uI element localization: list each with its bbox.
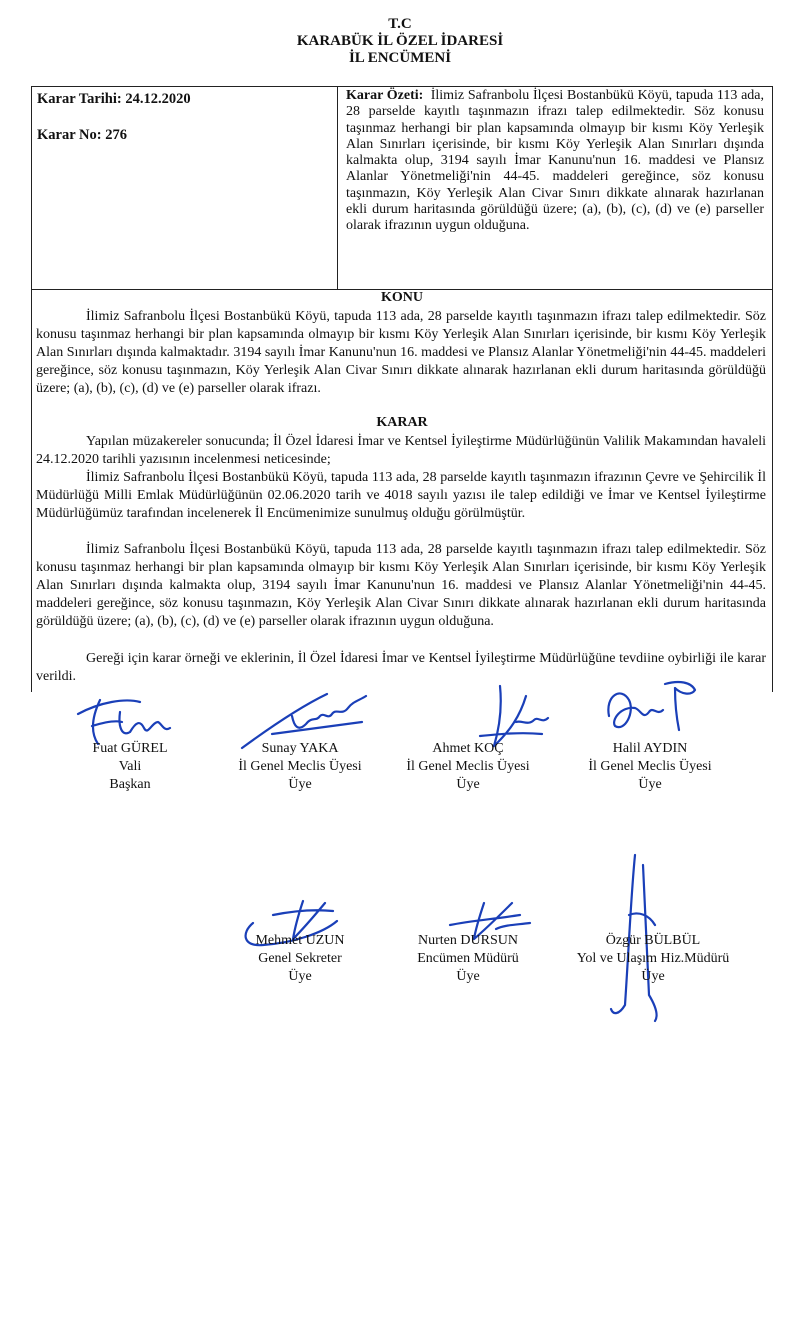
signatory-role: Başkan	[109, 777, 151, 792]
signatory-name: Nurten DURSUN	[418, 933, 518, 948]
signatory-name: Mehmet UZUN	[255, 933, 345, 948]
signatory-role: Üye	[288, 969, 312, 984]
decision-frame	[31, 86, 773, 692]
decision-summary	[346, 88, 764, 235]
karar-paragraph-1: Yapılan müzakereler sonucunda; İl Özel İdaresi İmar ve Kentsel İyileştirme Müdürlüğünün Valilik Makamından havaleli 24.12.2020 tarihli yazısının incelenmesi neticesinde;	[36, 434, 766, 467]
decision-number: Karar No: 276	[37, 127, 127, 143]
signatory-name: Fuat GÜREL	[92, 741, 168, 756]
signatory-name: Ahmet KOÇ	[432, 741, 504, 756]
konu-text: İlimiz Safranbolu İlçesi Bostanbükü Köyü, tapuda 113 ada, 28 parselde kayıtlı taşınmazın ifrazı talep edilmektedir. Söz konusu taşınmaz herhangi bir plan kapsamında olmayıp bir kısmı Köy Yerleşik Alan Sınırları içerisinde, bir kısmı Köy Yerleşik Alan Sınırları dışında kalmaktadır. 3194 sayılı İmar Kanunu'nun 16. maddesi ve Plansız Alanlar Yönetmeliği'nin 44-45. maddeleri gereğince, söz konusu taşınmazın, Köy Yerleşik Alan Civar Sınırı dikkate alınarak hazırlanan ekli durum haritasında görüldüğü üzere; (a), (b), (c), (d) ve (e) parseller olarak ifrazı.	[36, 309, 766, 396]
header-council: İL ENCÜMENİ	[348, 50, 452, 66]
signatory-block	[220, 740, 380, 794]
signatory-title: Yol ve Ulaşım Hiz.Müdürü	[576, 951, 730, 966]
signatory-title: Vali	[118, 759, 142, 774]
summary-text: İlimiz Safranbolu İlçesi Bostanbükü Köyü, tapuda 113 ada, 28 parselde kayıtlı taşınmazın ifrazı talep edilmektedir. Söz konusu taşınmaz herhangi bir plan kapsamında olmayıp bir kısmı Köy Yerleşik Alan Sınırları içerisinde, bir kısmı Köy Yerleşik Alan Sınırları dışında kalmakta olup, 3194 sayılı İmar Kanunu'nun 16. maddesi ve Plansız Alanlar Yönetmeliği'nin 44-45. maddeleri gereğince, söz konusu taşınmazın, Köy Yerleşik Alan Civar Sınırı dikkate alınarak hazırlanan ekli durum haritasında görüldüğü üzere; (a), (b), (c), (d) ve (e) parseller olarak ifrazının uygun olduğuna.	[346, 88, 764, 234]
decision-date: Karar Tarihi: 24.12.2020	[37, 91, 191, 107]
karar-paragraph-3: İlimiz Safranbolu İlçesi Bostanbükü Köyü, tapuda 113 ada, 28 parselde kayıtlı taşınmazın ifrazı talep edilmektedir. Söz konusu taşınmaz herhangi bir plan kapsamında olmayıp bir kısmı Köy Yerleşik Alan Sınırları içerisinde, bir kısmı Köy Yerleşik Alan Sınırları dışında kalmakta olup, 3194 sayılı İmar Kanunu'nun 16. maddesi ve Plansız Alanlar Yönetmeliği'nin 44-45. maddeleri gereğince, söz konusu taşınmazın, Köy Yerleşik Alan Civar Sınırı dikkate alınarak hazırlanan ekli durum haritasında görüldüğü üzere; (a), (b), (c), (d) ve (e) parseller olarak ifrazının uygun olduğuna.	[36, 542, 766, 629]
signatory-block	[388, 740, 548, 794]
decision-summary-cell	[338, 87, 772, 289]
signatory-name: Özgür BÜLBÜL	[605, 933, 701, 948]
signatory-role: Üye	[456, 777, 480, 792]
signatory-title: Genel Sekreter	[258, 951, 342, 966]
signatory-title: Encümen Müdürü	[417, 951, 519, 966]
signatory-block	[570, 740, 730, 794]
decision-summary-box	[32, 87, 772, 289]
header-tc: T.C	[388, 16, 412, 32]
signatory-block	[65, 740, 195, 794]
signatory-block	[388, 932, 548, 986]
signatory-name: Sunay YAKA	[261, 741, 339, 756]
signatory-name: Halil AYDIN	[612, 741, 688, 756]
karar-title: KARAR	[376, 415, 428, 430]
signatory-title: İl Genel Meclis Üyesi	[238, 759, 362, 774]
signatory-title: İl Genel Meclis Üyesi	[588, 759, 712, 774]
decision-meta-cell	[32, 87, 338, 289]
signatory-block	[558, 932, 748, 986]
signatory-block	[220, 932, 380, 986]
signatory-role: Üye	[638, 777, 662, 792]
karar-paragraph-4: Gereği için karar örneği ve eklerinin, İl Özel İdaresi İmar ve Kentsel İyileştirme Müdürlüğüne tevdiine oybirliği ile karar verildi.	[36, 651, 766, 684]
signatory-role: Üye	[456, 969, 480, 984]
konu-title: KONU	[381, 290, 423, 305]
summary-label: Karar Özeti:	[346, 88, 424, 103]
document-header	[0, 16, 800, 67]
signature-halil-aydin	[595, 676, 705, 746]
header-institution: KARABÜK İL ÖZEL İDARESİ	[296, 33, 504, 49]
signatory-role: Üye	[288, 777, 312, 792]
karar-paragraph-2: İlimiz Safranbolu İlçesi Bostanbükü Köyü, tapuda 113 ada, 28 parselde kayıtlı taşınmazın ifrazının Çevre ve Şehircilik İl Müdürlüğü Milli Emlak Müdürlüğünün 02.06.2020 tarih ve 4018 sayılı yazısı ile talep edildiği ve İmar ve Kentsel İyileştirme Müdürlüğümüz tarafından incelenerek İl Encümenimize sunulmuş olduğu görülmüştür.	[36, 470, 766, 521]
signatory-role: Üye	[641, 969, 665, 984]
signatory-title: İl Genel Meclis Üyesi	[406, 759, 530, 774]
